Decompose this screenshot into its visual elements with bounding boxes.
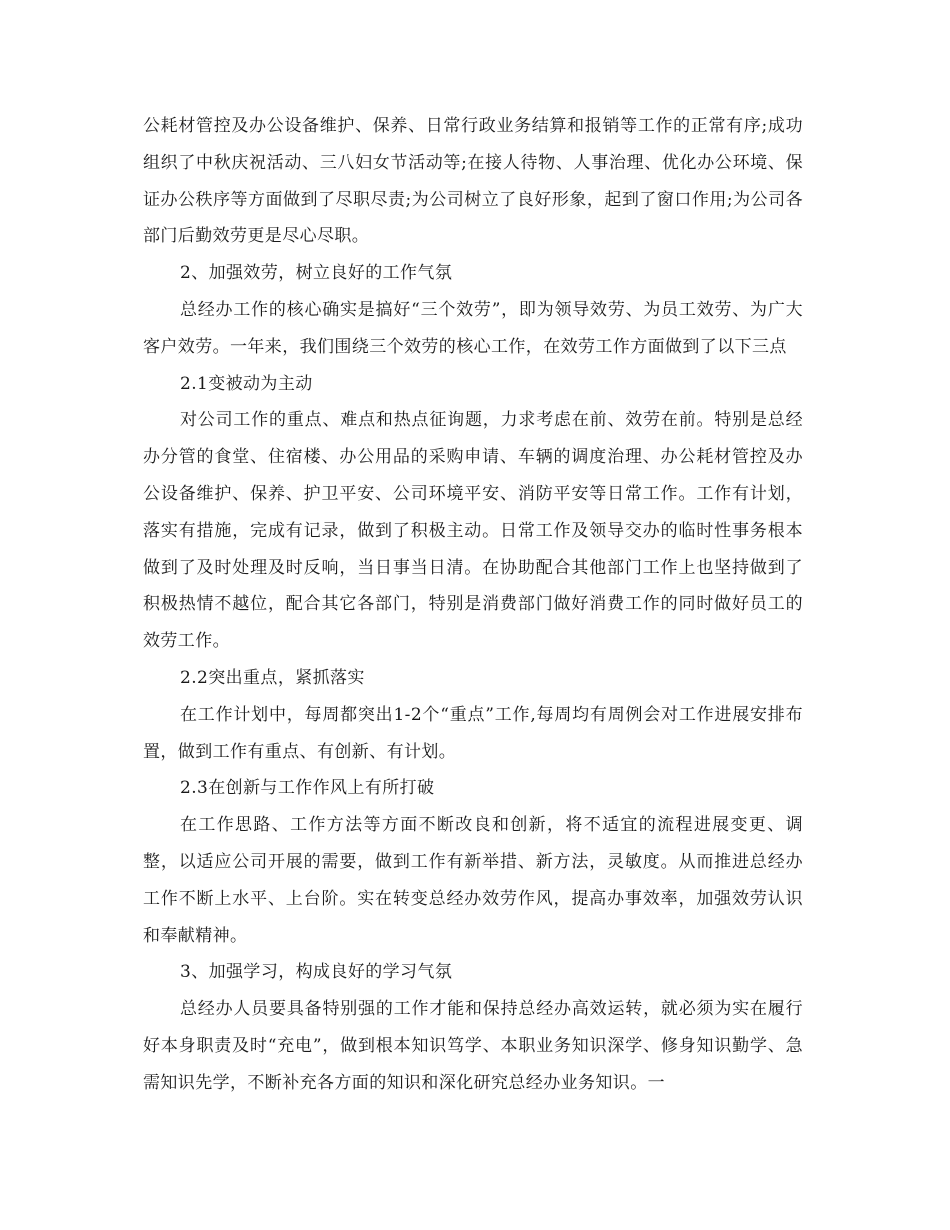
paragraph-2-2: 在工作计划中，每周都突出1-2个“重点”工作,每周均有周例会对工作进展安排布置，做到工作有重点、有创新、有计划。	[143, 704, 803, 762]
paragraph-2-3: 在工作思路、工作方法等方面不断改良和创新，将不适宜的流程进展变更、调整，以适应公司开展的需要，做到工作有新举措、新方法，灵敏度。从而推进总经办工作不断上水平、上台阶。实在转变总经办效劳作风，提高办事效率，加强效劳认识和奉献精神。	[143, 815, 803, 946]
heading-2-1: 2.1变被动为主动	[180, 373, 313, 394]
heading-3: 3、加强学习，构成良好的学习气氛	[180, 962, 453, 983]
paragraph-2-1: 对公司工作的重点、难点和热点征询题，力求考虑在前、效劳在前。特别是总经办分管的食堂、住宿楼、办公用品的采购申请、车辆的调度治理、办公耗材管控及办公设备维护、保养、护卫平安、公司环境平安、消防平安等日常工作。工作有计划，落实有措施，完成有记录，做到了积极主动。日常工作及领导交办的临时性事务根本做到了及时处理及时反响，当日事当日清。在协助配合其他部门工作上也坚持做到了积极热情不越位，配合其它各部门，特别是消费部门做好消费工作的同时做好员工的效劳工作。	[143, 410, 803, 652]
paragraph-1: 公耗材管控及办公设备维护、保养、日常行政业务结算和报销等工作的正常有序;成功组织了中秋庆祝活动、三八妇女节活动等;在接人待物、人事治理、优化办公环境、保证办公秩序等方面做到了尽职尽责;为公司树立了良好形象，起到了窗口作用;为公司各部门后勤效劳更是尽心尽职。	[143, 116, 803, 247]
heading-2: 2、加强效劳，树立良好的工作气氛	[180, 263, 453, 284]
paragraph-2: 总经办工作的核心确实是搞好“三个效劳”，即为领导效劳、为员工效劳、为广大客户效劳。一年来，我们围绕三个效劳的核心工作，在效劳工作方面做到了以下三点	[143, 299, 803, 357]
heading-2-2: 2.2突出重点，紧抓落实	[180, 667, 365, 688]
paragraph-3: 总经办人员要具备特别强的工作才能和保持总经办高效运转，就必须为实在履行好本身职责及时“充电”，做到根本知识笃学、本职业务知识深学、修身知识勤学、急需知识先学，不断补充各方面的知识和深化研究总经办业务知识。一	[143, 999, 803, 1093]
heading-2-3: 2.3在创新与工作作风上有所打破	[180, 778, 435, 799]
document-page	[143, 108, 803, 1102]
